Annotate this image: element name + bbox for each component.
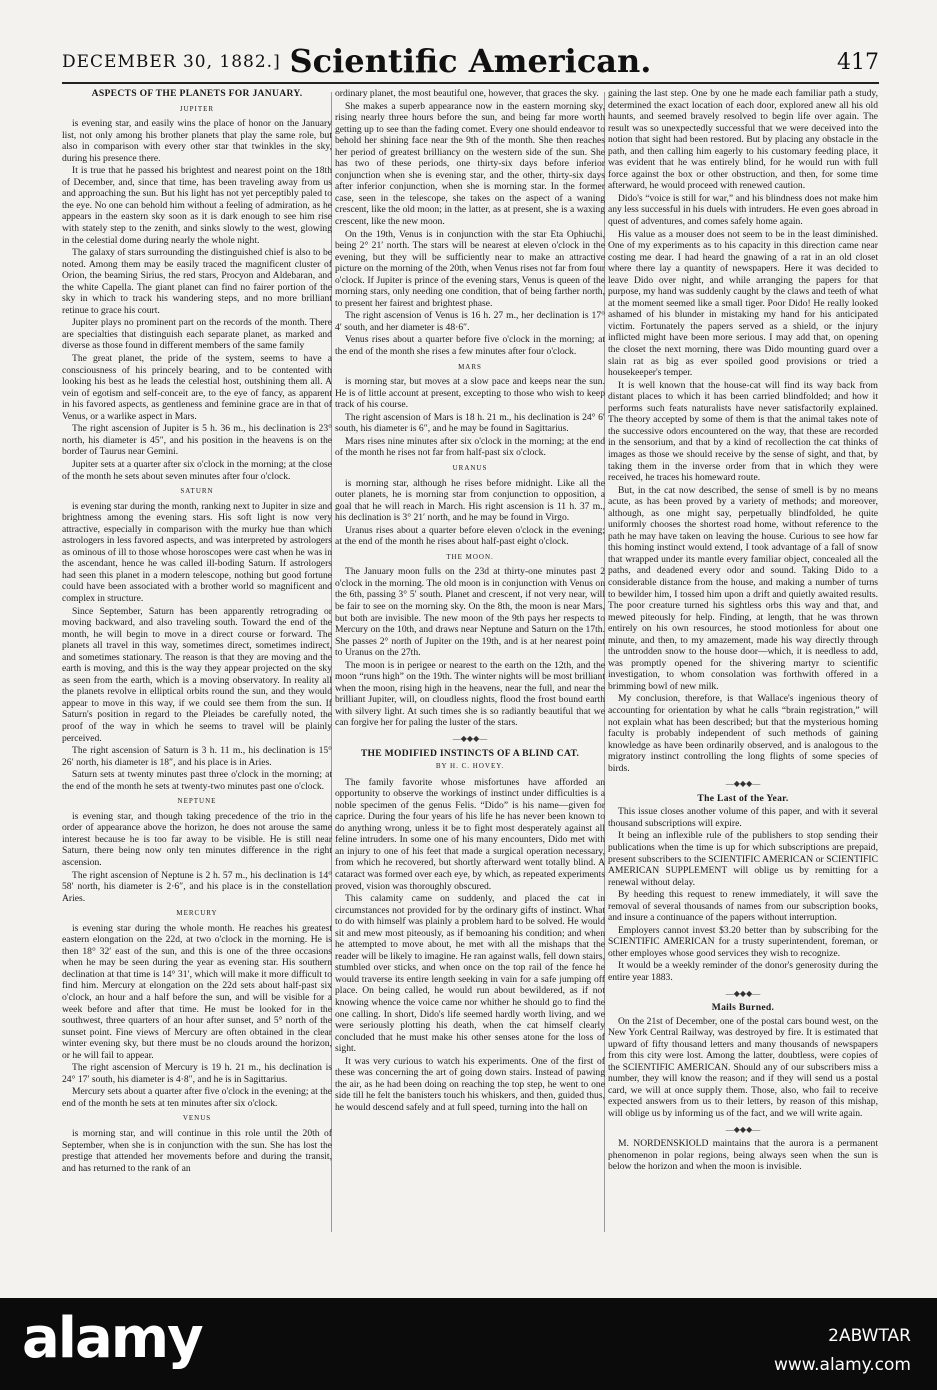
article-heading-blind-cat: THE MODIFIED INSTINCTS OF A BLIND CAT. (360, 747, 580, 759)
paragraph: M. NORDENSKIOLD maintains that the aurora is a permanent phenomenon in polar regions, being always seen when the sun is below the horizon and when the moon is invisible. (608, 1138, 878, 1173)
separator-ornament: —◆◆◆— (452, 733, 488, 743)
separator-ornament: —◆◆◆— (725, 779, 761, 789)
moon-body (335, 566, 605, 729)
paragraph: Uranus rises about a quarter before eleven o'clock in the evening; at the end of the month he rises about half-past eight o'clock. (335, 524, 605, 548)
article-heading-last-of-year: The Last of the Year. (697, 792, 789, 804)
paragraph: Mars rises nine minutes after six o'clock in the morning; at the end of the month he rises not far from half-past six o'clock. (335, 435, 605, 459)
masthead-title: Scientific American. (289, 42, 652, 80)
paragraph: The right ascension of Saturn is 3 h. 11 m., his declination is 15° 26′ north, his diameter is 18″, and his place is in Aries. (62, 745, 332, 768)
paragraph: is morning star, although he rises before midnight. Like all the outer planets, he is morning star from conjunction to opposition, a goal that he will reach in March. His right ascension is 11 h. 37 m., his declination is 3° 21′ north, and he may be found in Virgo. (335, 477, 605, 524)
column-2 (335, 88, 605, 1243)
paragraph: The moon is in perigee or nearest to the earth on the 12th, and the moon “runs high” on the 19th. The winter nights will be most brilliant when the moon, rising high in the heavens, near the full, and near the brilliant Jupiter, will, on cloudless nights, flood the frost bound earth with silvery light. At such times she is so radiantly beautiful that we can forgive her for paling the luster of the stars. (335, 659, 605, 729)
paragraph: Saturn sets at twenty minutes past three o'clock in the morning; at the end of the month he sets at twenty-two minutes past one o'clock. (62, 769, 332, 792)
section-label-moon: THE MOON. (446, 552, 494, 561)
blind-cat-body (335, 777, 605, 1114)
paragraph: is evening star during the whole month. He reaches his greatest eastern elongation on the 22d, at two o'clock in the morning. He is then 18° 32′ east of the sun, and this is one of the three occasions when he may be seen during the year as evening star. His southern declination at that time is 14° 31′, which will make it more difficult to find him. Mercury at elongation on the 22d sets about half-past six o'clock, an hour and a half before the sun, and will be visible for a week before and after that time. He must be looked for in the southwest, three quarters of an hour after sunset, and 5° north of the sunset point. Fine views of Mercury are often obtained in the clear winter evening sky, but there must be no clouds around the horizon, or he will fail to appear. (62, 922, 332, 1061)
aurora-note (608, 1138, 878, 1173)
paragraph: It is true that he passed his brightest and nearest point on the 18th of December, and, since that time, has been traveling away from us and approaching the sun. But his light has not yet perceptibly paled to the eye. No one can behold him without a feeling of admiration, as he appears in the eastern sky soon as it is dark enough to see him rise with stately step to the zenith, and sinks slowly to the west, glowing in the celestial dome during nearly the whole night. (62, 165, 332, 246)
alamy-logo: alamy (22, 1306, 202, 1371)
column-3 (608, 88, 878, 1243)
paragraph: The right ascension of Venus is 16 h. 27 m., her declination is 17° 4′ south, and her diameter is 48·6″. (335, 310, 605, 333)
paragraph: The galaxy of stars surrounding the distinguished chief is also to be noted. Among them may be easily traced the magnificent cluster of Orion, the beaming Sirius, the red stars, Procyon and Aldebaran, and the white Capella. The giant planet can find no fairer portion of the sky in which to track his wandering steps, and no more brilliant retinue to grace his court. (62, 247, 332, 316)
page-header (62, 40, 879, 80)
article-heading-mails-burned: Mails Burned. (711, 1002, 775, 1014)
paragraph: My conclusion, therefore, is that Wallace's ingenious theory of accounting for orientation by what he calls “brain registration,” will not explain what has been described; but that the mysterious homing faculty is probably independent of such methods of gaining knowledge as have been ordinarily observed, and is analogous to the migratory instinct controlling the long flights of some species of birds. (608, 693, 878, 774)
paragraph: It being an inflexible rule of the publishers to stop sending their publications when the time is up for which subscriptions are prepaid, present subscribers to the SCIENTIFIC AMERICAN or SCIENTIFIC AMERICAN SUPPLEMENT will oblige us by remitting for a renewal without delay. (608, 830, 878, 888)
image-id-text: 2ABWTAR (828, 1326, 911, 1346)
page-number: 417 (837, 50, 879, 75)
section-label-uranus: URANUS (452, 463, 488, 472)
paragraph: On the 19th, Venus is in conjunction with the star Eta Ophiuchi, being 2° 21′ north. The stars will be nearest at eleven o'clock in the evening, but they will be sufficiently near to make an attractive picture on the morning of the 20th, when Venus rises not far from four o'clock. If Jupiter is prince of the evening stars, Venus is queen of the morning stars, only needing one condition, that of being farther north, to present her fairest and brightest phase. (335, 228, 605, 309)
paragraph: Mercury sets about a quarter after five o'clock in the evening; at the end of the month he sets at ten minutes after six o'clock. (62, 1086, 332, 1109)
separator-ornament: —◆◆◆— (725, 1124, 761, 1134)
header-rule (62, 82, 879, 84)
paragraph: This issue closes another volume of this paper, and with it several thousand subscriptions will expire. (608, 806, 878, 829)
paragraph: ordinary planet, the most beautiful one, however, that graces the sky. (335, 88, 599, 99)
saturn-body (62, 501, 332, 793)
paragraph: It is well known that the house-cat will find its way back from distant places to which it has been carried blindfolded; and how it performs such feats naturalists have never satisfactorily explained. The theory accepted by some of them is that the animal takes note of the successive odors encountered on the way, that these are recorded in the sensorium, and that by a kind of recollection the cat thinks of images as those we should receive by the sense of sight, and that, by taking them in the inverse order from that in which they were received, he traces his homeward route. (608, 379, 878, 484)
paragraph: Venus rises about a quarter before five o'clock in the morning; at the end of the month she rises a few minutes after four o'clock. (335, 334, 605, 358)
section-label-mars: MARS (458, 362, 482, 371)
paragraph: Since September, Saturn has been apparently retrograding or moving backward, and also traveling south. Toward the end of the month, he will begin to move in a direct course or forward. The planets all travel in this way, sometimes direct, sometimes indirect, and sometimes stationary. The reason is that they are moving and the earth is moving, and this is the way they appear projected on the sky as seen from the earth, which is a moving observatory. In reality all the planets revolve in elliptical orbits round the sun, and they would appear to move in this way, if we could see them from the sun. If Saturn's position in regard to the Pleiades be carefully noted, the proof of the way in which he seems to travel will be plainly perceived. (62, 605, 332, 744)
paragraph: The right ascension of Mercury is 19 h. 21 m., his declination is 24° 17′ south, his diameter is 4·8″, and he is in Sagittarius. (62, 1062, 332, 1085)
paragraph: On the 21st of December, one of the postal cars bound west, on the New York Central Railway, was destroyed by fire. It is estimated that upward of fifty thousand letters and many thousands of newspapers from this city were lost. Among the latter, doubtless, were copies of the SCIENTIFIC AMERICAN. Should any of our subscribers miss a number, they will know the reason; and if they will send us a postal card, we will at once supply them. Those, also, who fail to receive expected answers from us to their letters, by reason of this mishap, will oblige us by informing us of the fact, and we will write again. (608, 1015, 878, 1120)
paragraph: is evening star, and though taking precedence of the trio in the order of appearance above the horizon, he does not arouse the same interest because he is too far away to be visible. He is still near Saturn, there being now only ten minutes difference in the right ascension. (62, 810, 332, 868)
paragraph: This calamity came on suddenly, and placed the cat in circumstances not provided for by the ordinary gifts of instinct. What to do with himself was plainly a problem hard to be solved. He would sit and mew most piteously, as if bemoaning his condition; and when he attempted to move about, he met with all the mishaps that the reader will be likely to imagine. He ran against walls, fell down stairs, stumbled over sticks, and when once on the top rail of the fence he would traverse its entire length seeking in vain for a safe jumping off place. On being called, he would run about bewildered, as if not knowing whence the voice came nor whither he should go to find the one calling. In short, Dido's life seemed hardly worth living, and we were seriously plotting his death, when the cat himself clearly concluded that he must make his other senses atone for the loss of sight. (335, 893, 605, 1055)
blind-cat-continued (608, 88, 878, 774)
mercury-body (62, 923, 332, 1110)
paragraph: By heeding this request to renew immediately, it will save the removal of several thousands of names from our subscription books, and insure a continuance of the papers without interruption. (608, 889, 878, 924)
paragraph: The great planet, the pride of the system, seems to have a consciousness of his princely bearing, and to be contented with looking his best as he leads the celestial host, outshining them all. A vein of egotism and self-conceit are, to the eye of fancy, as apparent in his favored aspects, as gentleness and feminine grace are in that of Venus, or a warlike aspect in Mars. (62, 353, 332, 422)
paragraph: Employers cannot invest $3.20 better than by subscribing for the SCIENTIFIC AMERICAN for a trusty superintendent, foreman, or other employes whose good services they wish to recognize. (608, 924, 878, 959)
paragraph: is evening star during the month, ranking next to Jupiter in size and brightness among the evening stars. His soft light is now very attractive, especially in comparison with the murky hue than which astrologers in less favored aspects, and was interpreted by astrologers as ominous of ill to those whose horoscopes were cast when he was in the ascendant, hence he was called ill-boding Saturn. If astrologers had seen this planet in a modern telescope, nothing but good fortune could have been associated with a brother world so magnificent and complex in structure. (62, 500, 332, 604)
paragraph: gaining the last step. One by one he made each familiar path a study, determined the exact location of each door, explored anew all his old haunts, and seemed bravely resolved to begin life over again. The result was so unexpectedly successful that we were deceived into the notion that sight had been restored. But by placing any obstacle in the path, and then calling him eagerly to his customary feeding place, it was evident that he was entirely blind, for he would run with full force against the box or other obstruction, and then, for some time afterward, he would proceed with renewed caution. (608, 88, 878, 192)
column-1 (62, 88, 332, 1243)
jupiter-body (62, 118, 332, 482)
section-label-venus: VENUS (182, 1114, 212, 1123)
paragraph: It was very curious to watch his experiments. One of the first of these was concerning the art of going down stairs. Instead of pawing the air, as he had been doing on reaching the top step, he went to one side till he felt the banisters touch his whiskers, and then, guided thus, he would descend safely and at full speed, turning into the hall on (335, 1055, 605, 1113)
uranus-body (335, 478, 605, 548)
paragraph: It would be a weekly reminder of the donor's generosity during the entire year 1883. (608, 960, 878, 984)
venus-body (62, 1128, 332, 1174)
paragraph: Jupiter sets at a quarter after six o'clock in the morning; at the close of the month he sets about seven minutes after four o'clock. (62, 458, 332, 482)
section-label-mercury: MERCURY (176, 909, 218, 918)
section-label-saturn: SATURN (180, 487, 214, 496)
paragraph: The January moon fulls on the 23d at thirty-one minutes past 2 o'clock in the morning. The old moon is in conjunction with Venus on the 6th, passing 3° 5′ south. Planet and crescent, if not very near, will be fair to see on the morning sky. On the 8th, the moon is near Mars, but both are invisible. The new moon of the 9th pays her respects to Mercury on the 10th, and draws near Neptune and Saturn on the 17th. She passes 2° north of Jupiter on the 19th, and is at her nearest point to Uranus on the 27th. (335, 566, 605, 659)
article-heading: ASPECTS OF THE PLANETS FOR JANUARY. (91, 88, 303, 99)
paragraph: She makes a superb appearance now in the eastern morning sky, rising nearly three hours before the sun, and being far more worth getting up to see than the fading comet. Every one should endeavor to behold her shining face near the 9th of the month. She then reaches her period of greatest brilliancy on the western side of the sun. She has two of these periods, one thirty-six days before inferior conjunction when she is evening star, and the other, thirty-six days after inferior conjunction, when she is morning star. In the former case, seen in the telescope, she takes on the aspect of a waning crescent, like the old moon; in the latter, as at present, she is a waxing crescent, like the new moon. (335, 100, 605, 228)
paragraph: The right ascension of Jupiter is 5 h. 36 m., his declination is 23° north, his diameter is 45″, and his position in the heavens is on the border of Taurus near Gemini. (62, 423, 332, 458)
venus-continued (335, 88, 605, 358)
watermark-url: www.alamy.com (773, 1355, 911, 1375)
paragraph: is morning star, but moves at a slow pace and keeps near the sun. He is of little account at present, excepting to those who wish to keep track of his course. (335, 376, 605, 411)
section-label-jupiter: JUPITER (179, 104, 215, 113)
mails-burned-body (608, 1016, 878, 1120)
paragraph: is morning star, and will continue in this role until the 20th of September, when she is in conjunction with the sun. She has lost the prestige that attended her movements before and during the transit, and has returned to the rank of an (62, 1128, 332, 1174)
mars-body (335, 376, 605, 459)
paragraph: The right ascension of Mars is 18 h. 21 m., his declination is 24° 6′ south, his diameter is 6″, and he may be found in Sagittarius. (335, 411, 605, 435)
paragraph: His value as a mouser does not seem to be in the least diminished. One of my experiments as to his capacity in this direction came near costing me dear. I had heard the gnawing of a rat in an old closet where there lay a quantity of newspapers. Here it was decided to leave Dido over night, and while arranging the papers for that purpose, my hand was suddenly caught by the claws and teeth of what at the moment seemed like a small tiger. Poor Dido! He really looked ashamed of his blunder in mistaking my hand for his anticipated victim. Fortunately the papers served as a shield, or the injury inflicted might have been more serious. I may add that, on opening the closet the next morning, there was Dido mounting guard over a slain rat as big as ever spoiled good provisions or tried a housekeeper's temper. (608, 228, 878, 379)
paragraph: Dido's “voice is still for war,” and his blindness does not make him any less successful in his duels with intruders. He even goes abroad in quest of adventures, and comes safely home again. (608, 192, 878, 228)
paragraph: But, in the cat now described, the sense of smell is by no means acute, as has been proved by a variety of methods; and moreover, although, as one might say, perpetually blindfolded, he quite uniformly chooses the shortest road home, without reference to the path he may have taken on leaving the house. Curious to see how far this homing instinct would extend, I took advantage of a fall of snow that wrapped under its mantle every familiar object, concealed all the paths, and deadened every odor and sound. Taking Dido to a considerable distance from the house, and making a number of turns to bewilder him, I tossed him upon a drift and quietly awaited results. The poor creature turned his sightless orbs this way and that, and mewed piteously for help. Finding, at length, that he was thrown entirely on his own resources, he stood motionless for about one minute, and then, to my amazement, made his way directly through the untrodden snow to the house door—which, it is needless to add, was promptly opened for the shivering martyr to scientific investigation, to whom consolation was forthwith offered in a brimming bowl of new milk. (608, 484, 878, 692)
paragraph: The family favorite whose misfortunes have afforded an opportunity to observe the workings of instinct under difficulties is a noble specimen of the genus Felis. “Dido” is his name—given for caprice. During the four years of his life he has never been known to do anything wrong, unless it be to fight most desperately against all feline intruders. In some one of his many encounters, Dido met with an injury to one of his feet that made a surgical operation necessary, from which he recovered, but shortly afterward went totally blind. A cataract was formed over each eye, by which, as repeated experiments proved, vision was thoroughly obscured. (335, 776, 605, 892)
byline: BY H. C. HOVEY. (435, 762, 505, 771)
paragraph: Jupiter plays no prominent part on the records of the month. There are specialties that distinguish each separate planet, as marked and diverse as those found in different members of the same family (62, 317, 332, 352)
paragraph: The right ascension of Neptune is 2 h. 57 m., his declination is 14° 58′ north, his diameter is 2·6″, and his place is in the constellation Aries. (62, 869, 332, 904)
neptune-body (62, 811, 332, 904)
issue-date: DECEMBER 30, 1882.] (62, 52, 281, 72)
separator-ornament: —◆◆◆— (725, 988, 761, 998)
section-label-neptune: NEPTUNE (177, 797, 217, 806)
last-of-year-body (608, 806, 878, 983)
paragraph: is evening star, and easily wins the place of honor on the January list, not only among his brother planets that play the same role, but also in comparison with every other star that twinkles in the sky, during his presence there. (62, 118, 332, 164)
